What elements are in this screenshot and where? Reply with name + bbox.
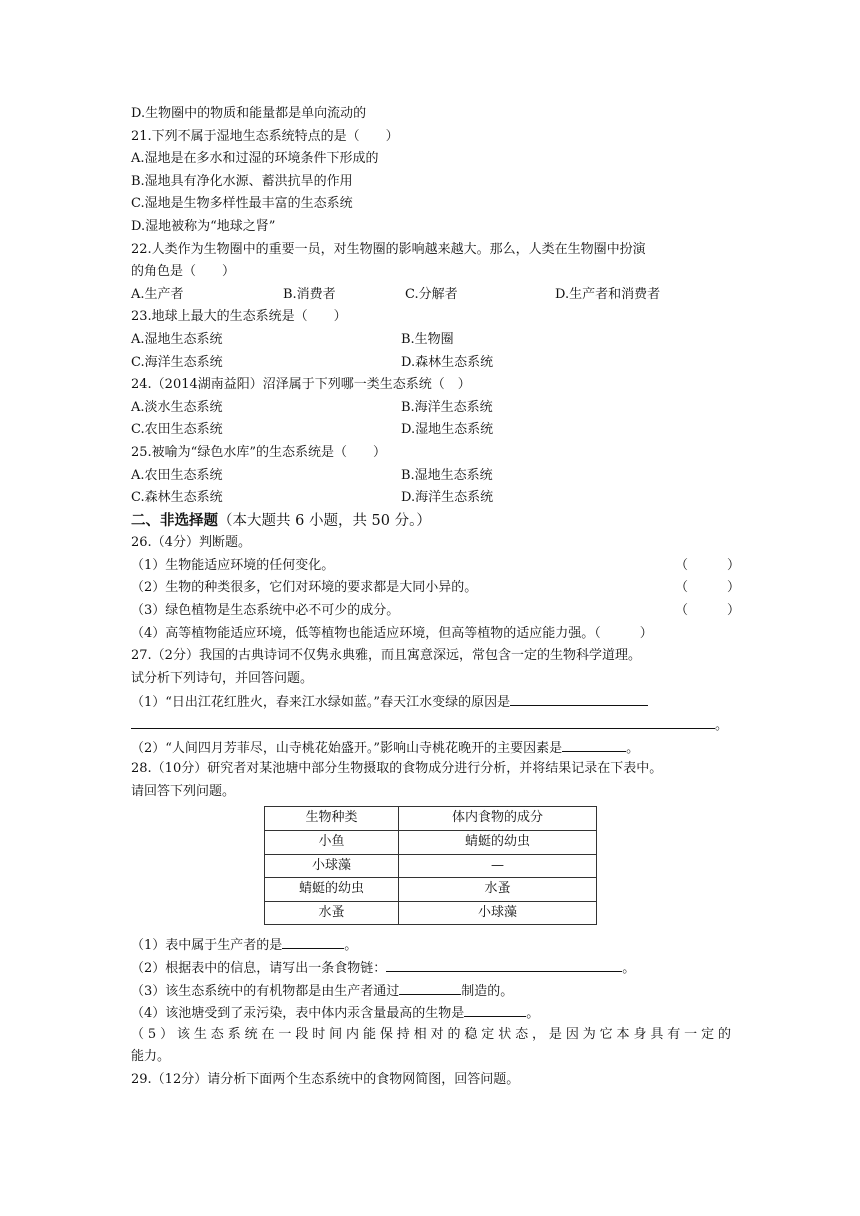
table-cell: 小球藻 [265, 854, 399, 878]
q28-sub-5-line1: （5）该生态系统在一段时间内能保持相对的稳定状态，是因为它本身具有一定的 [131, 1026, 731, 1042]
q28-sub-2-text: （2）根据表中的信息，请写出一条食物链： [131, 960, 387, 976]
q24-option-c: C.农田生态系统 [131, 422, 223, 438]
q25-options-row2 [131, 487, 731, 510]
table-header-row [265, 807, 597, 831]
table-row [265, 878, 597, 902]
q27-item-1-cont [131, 713, 731, 736]
q28-sub-4-text: （4）该池塘受到了汞污染，表中体内汞含量最高的生物是 [131, 1006, 465, 1022]
food-table [264, 806, 597, 925]
q25-option-a: A.农田生态系统 [131, 467, 223, 483]
q26-stem: 26.（4分）判断题。 [131, 535, 251, 551]
q23-option-b: B.生物圈 [401, 331, 454, 347]
answer-paren: （ ） [594, 625, 653, 641]
q25-options-row1 [131, 465, 731, 488]
q26-item-3 [131, 600, 741, 623]
q26-item-2 [131, 577, 741, 600]
exam-page [131, 103, 741, 1092]
table-row [265, 901, 597, 925]
q23-options-row2 [131, 352, 731, 375]
q27-item-2 [131, 736, 731, 759]
section-heading [131, 510, 731, 533]
q22-option-b: B.消费者 [283, 286, 336, 302]
period: 。 [526, 1006, 540, 1022]
table-row [265, 854, 597, 878]
q22-option-a: A.生产者 [131, 286, 184, 302]
q28-sub-5-line2: 能力。 [131, 1049, 171, 1065]
table-cell: 小球藻 [399, 901, 597, 925]
q24-option-d: D.湿地生态系统 [401, 422, 494, 438]
table-row [265, 831, 597, 855]
q29-stem: 29.（12分）请分析下面两个生态系统中的食物网简图，回答问题。 [131, 1071, 520, 1087]
q23-options-row1 [131, 329, 731, 352]
q27-item-2-text: （2）“人间四月芳菲尽，山寺桃花始盛开。”影响山寺桃花晚开的主要因素是 [131, 740, 563, 756]
q22-options [131, 284, 731, 307]
section-title: 二、非选择题 [131, 512, 218, 529]
table-cell: 小鱼 [265, 831, 399, 855]
q28-sub-1-text: （1）表中属于生产者的是 [131, 938, 283, 954]
q28-stem-line2: 请回答下列问题。 [131, 783, 236, 799]
period: 。 [344, 938, 358, 954]
q28-sub-1 [131, 933, 731, 956]
q22-stem-line2: 的角色是（ ） [131, 264, 236, 280]
answer-blank[interactable] [562, 736, 626, 752]
answer-paren: （ ） [675, 580, 741, 596]
answer-blank[interactable] [282, 933, 344, 949]
q26-item-1 [131, 555, 741, 578]
q28-sub-4 [131, 1001, 731, 1024]
q27-stem-line1: 27.（2分）我国的古典诗词不仅隽永典雅，而且寓意深远，常包含一定的生物科学道理。 [131, 648, 641, 664]
q26-item-3-text: （3）绿色植物是生态系统中必不可少的成分。 [131, 603, 400, 619]
q21-option-c: C.湿地是生物多样性最丰富的生态系统 [131, 196, 353, 212]
q24-options-row2 [131, 419, 731, 442]
q25-option-b: B.湿地生态系统 [401, 467, 493, 483]
q21-option-d: D.湿地被称为“地球之肾” [131, 218, 276, 234]
q27-item-1 [131, 690, 731, 713]
q25-option-d: D.海洋生态系统 [401, 490, 494, 506]
q28-stem-line1: 28.（10分）研究者对某池塘中部分生物摄取的食物成分进行分析，并将结果记录在下表中。 [131, 761, 663, 777]
answer-paren: （ ） [675, 557, 741, 573]
answer-blank[interactable] [464, 1001, 526, 1017]
table-header: 体内食物的成分 [399, 807, 597, 831]
table-cell: — [399, 854, 597, 878]
q22-option-c: C.分解者 [405, 286, 458, 302]
answer-paren: （ ） [675, 603, 741, 619]
table-cell: 水蚤 [399, 878, 597, 902]
period: 。 [715, 718, 729, 734]
q28-sub-3 [131, 979, 731, 1002]
q22-option-d: D.生产者和消费者 [555, 286, 661, 302]
table-cell: 蜻蜓的幼虫 [399, 831, 597, 855]
q27-item-1-text: （1）“日出江花红胜火，春来江水绿如蓝。”春天江水变绿的原因是 [131, 695, 511, 711]
q24-stem: 24.（2014湖南益阳）沼泽属于下列哪一类生态系统（ ） [131, 377, 471, 393]
table-header: 生物种类 [265, 807, 399, 831]
q23-option-d: D.森林生态系统 [401, 354, 494, 370]
q23-option-a: A.湿地生态系统 [131, 331, 223, 347]
answer-blank[interactable] [386, 956, 622, 972]
q22-stem-line1: 22.人类作为生物圈中的重要一员，对生物圈的影响越来越大。那么，人类在生物圈中扮演 [131, 241, 646, 257]
q24-option-a: A.淡水生态系统 [131, 399, 223, 415]
period: 。 [626, 740, 640, 756]
q24-option-b: B.海洋生态系统 [401, 399, 493, 415]
q23-option-c: C.海洋生态系统 [131, 354, 223, 370]
q25-stem: 25.被喻为“绿色水库”的生态系统是（ ） [131, 444, 386, 460]
q28-sub-3-text: （3）该生态系统中的有机物都是由生产者通过 [131, 983, 400, 999]
q25-option-c: C.森林生态系统 [131, 490, 223, 506]
q26-item-2-text: （2）生物的种类很多，它们对环境的要求都是大同小异的。 [131, 580, 478, 596]
answer-blank[interactable] [131, 713, 715, 729]
answer-blank[interactable] [510, 690, 648, 706]
table-cell: 蜻蜓的幼虫 [265, 878, 399, 902]
table-cell: 水蚤 [265, 901, 399, 925]
q21-option-a: A.湿地是在多水和过湿的环境条件下形成的 [131, 151, 379, 167]
q23-stem: 23.地球上最大的生态系统是（ ） [131, 309, 347, 325]
q21-option-b: B.湿地具有净化水源、蓄洪抗旱的作用 [131, 173, 353, 189]
q20-option-d: D.生物圈中的物质和能量都是单向流动的 [131, 106, 367, 121]
answer-blank[interactable] [399, 979, 461, 995]
q26-item-4 [131, 623, 731, 646]
q24-options-row1 [131, 397, 731, 420]
q27-stem-line2: 试分析下列诗句，并回答问题。 [131, 670, 314, 686]
period: 。 [622, 960, 636, 976]
q28-sub-3-tail: 制造的。 [461, 983, 514, 999]
q21-stem: 21.下列不属于湿地生态系统特点的是（ ） [131, 128, 399, 144]
q26-item-1-text: （1）生物能适应环境的任何变化。 [131, 557, 335, 573]
q28-sub-2 [131, 956, 731, 979]
q26-item-4-text: （4）高等植物能适应环境，低等植物也能适应环境，但高等植物的适应能力强。 [131, 625, 595, 641]
section-note: （本大题共 6 小题，共 50 分。） [218, 512, 431, 529]
